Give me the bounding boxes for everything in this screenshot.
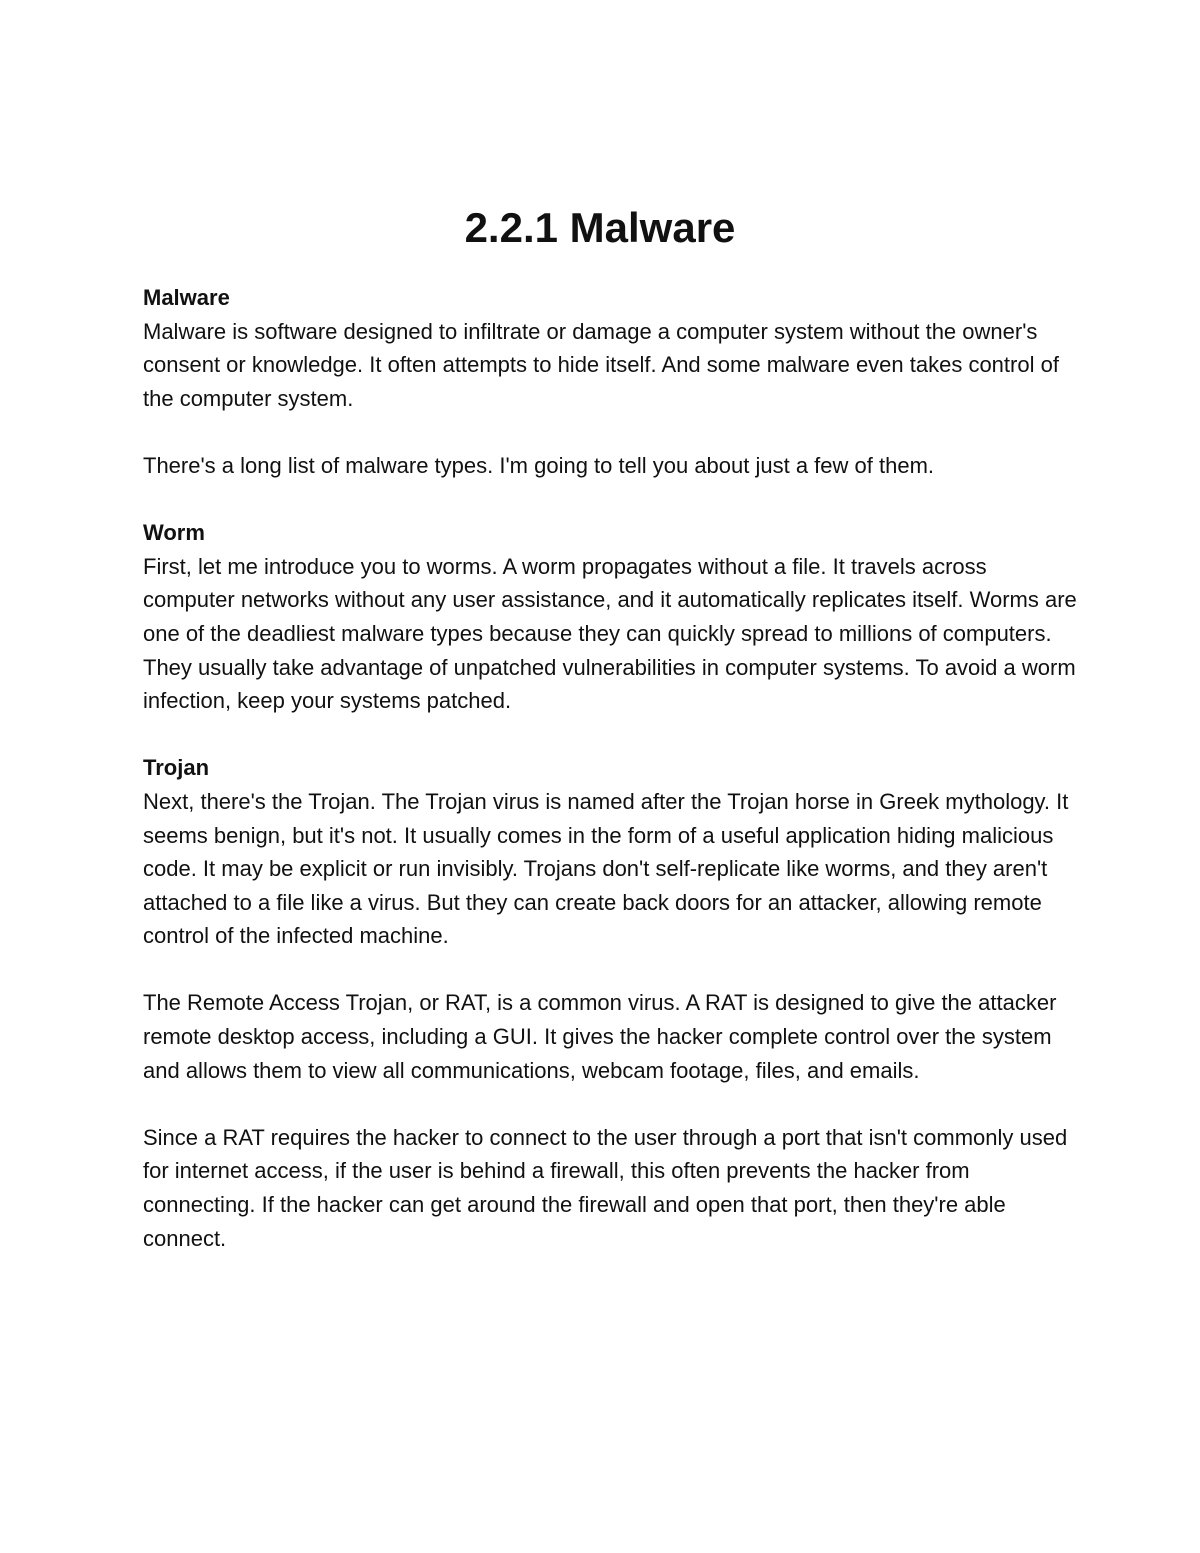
section-heading: Worm [143,520,205,546]
paragraph: Malware is software designed to infiltrate or damage a computer system without the owner's consent or knowledge. It often attempts to hide itself. And some malware even takes control of the computer system. [143,318,1059,411]
paragraph: First, let me introduce you to worms. A worm propagates without a file. It travels across computer networks without any user assistance, and it automatically replicates itself. Worms are one of the deadliest malware types because they can quickly spread to millions of computers. They usually take advantage of unpatched vulnerabilities in computer systems. To avoid a worm infection, keep your systems patched. [143,553,1077,714]
section-worm [143,516,1078,718]
paragraph: Next, there's the Trojan. The Trojan virus is named after the Trojan horse in Greek mythology. It seems benign, but it's not. It usually comes in the form of a useful application hiding malicious code. It may be explicit or run invisibly. Trojans don't self-replicate like worms, and they aren't attached to a file like a virus. But they can create back doors for an attacker, allowing remote control of the infected machine. [143,788,1069,949]
paragraph: Since a RAT requires the hacker to connect to the user through a port that isn't commonly used for internet access, if the user is behind a firewall, this often prevents the hacker from connecting. If the hacker can get around the firewall and open that port, then they're able connect. [143,1124,1068,1251]
paragraph-spacer [143,415,1078,449]
paragraph: The Remote Access Trojan, or RAT, is a common virus. A RAT is designed to give the attacker remote desktop access, including a GUI. It gives the hacker complete control over the system and allows them to view all communications, webcam footage, files, and emails. [143,990,1057,1083]
section-trojan [143,751,1078,1255]
paragraph-spacer [143,1087,1078,1121]
section-heading: Trojan [143,755,210,781]
paragraph: There's a long list of malware types. I'm going to tell you about just a few of them. [143,452,935,478]
paragraph-spacer [143,953,1078,987]
section-malware [143,281,1078,483]
section-heading: Malware [143,285,230,310]
page-title: 2.2.1 Malware [464,204,736,251]
section-spacer [143,483,1078,517]
section-spacer [143,718,1078,752]
document-body [143,281,1078,1255]
